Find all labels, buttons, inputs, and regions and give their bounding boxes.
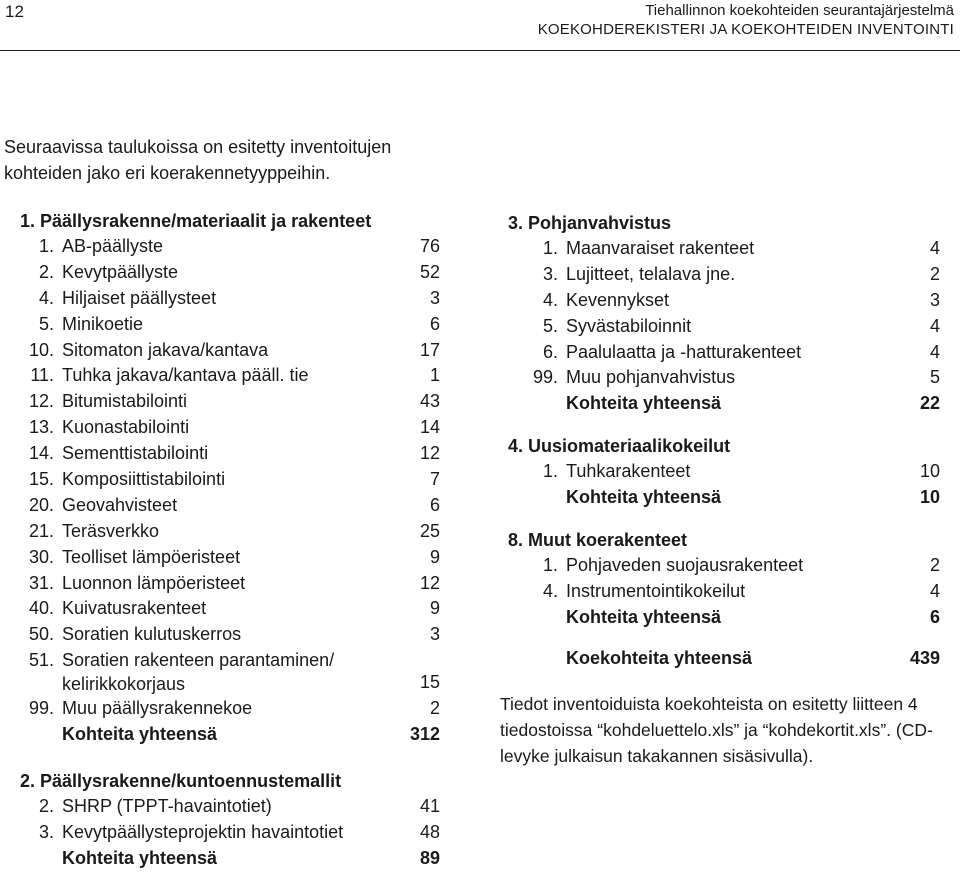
row-count: 2 [929, 263, 940, 284]
row-label: Kevytpäällysteprojektin havaintotiet [62, 821, 344, 842]
table-row [20, 696, 440, 722]
section-1-rows [20, 234, 440, 722]
page-number: 12 [5, 2, 24, 21]
row-label: Kuonastabilointi [62, 417, 190, 438]
row-label: Komposiittistabilointi [62, 469, 226, 490]
row-label: Muu pohjanvahvistus [566, 367, 736, 388]
section-total-row [20, 722, 440, 748]
row-label: Paalulaatta ja -hatturakenteet [566, 341, 802, 362]
table-row [20, 338, 440, 364]
row-label: Syvästabiloinnit [566, 315, 692, 336]
row-code: 20. [28, 494, 54, 515]
row-code: 11. [30, 365, 54, 386]
row-code: 31. [28, 572, 54, 593]
table-row [20, 648, 440, 696]
row-label: Muu päällysrakennekoe [62, 698, 253, 719]
total-label: Kohteita yhteensä [566, 606, 722, 627]
table-row [508, 553, 948, 579]
row-label: Sementtistabilointi [62, 443, 209, 464]
intro-paragraph: Seuraavissa taulukoissa on esitetty inventoitujen kohteiden jako eri koerakennetyyppeihin. [4, 137, 392, 183]
row-code: 40. [28, 598, 54, 619]
table-row [20, 545, 440, 571]
row-code: 1. [542, 461, 558, 482]
row-code: 10. [28, 339, 54, 360]
total-count: 22 [919, 393, 940, 414]
section-title: 8. Muut koerakenteet [508, 530, 688, 551]
grand-total-count: 439 [909, 647, 940, 668]
row-count: 48 [419, 821, 440, 842]
row-label: Instrumentointikokeilut [566, 580, 746, 601]
row-label: Kevennykset [566, 289, 670, 310]
row-code: 99. [532, 367, 558, 388]
table-row [20, 260, 440, 286]
row-label: Maanvaraiset rakenteet [566, 238, 755, 258]
row-code: 6. [542, 341, 558, 362]
table-row [20, 467, 440, 493]
total-label: Kohteita yhteensä [62, 724, 218, 745]
row-count: 43 [419, 391, 440, 412]
row-label: Pohjaveden suojausrakenteet [566, 555, 804, 576]
row-count: 12 [419, 572, 440, 593]
section-4-rows [508, 459, 948, 485]
table-row [508, 365, 948, 391]
row-count: 76 [419, 236, 440, 256]
row-count: 3 [929, 289, 940, 310]
table-row [508, 340, 948, 366]
row-code: 13. [28, 417, 54, 438]
section-total-row [508, 485, 948, 511]
section-title: 3. Pohjanvahvistus [508, 213, 672, 233]
section-total-row [508, 391, 948, 417]
row-code: 51. [28, 650, 54, 671]
row-count: 52 [419, 261, 440, 282]
section-8-rows [508, 553, 948, 605]
table-row [508, 314, 948, 340]
table-row [20, 794, 440, 820]
row-count: 25 [419, 520, 440, 541]
row-code: 1. [542, 555, 558, 576]
total-count: 312 [409, 724, 440, 745]
row-code: 14. [28, 443, 54, 464]
table-row [20, 389, 440, 415]
row-count: 4 [929, 315, 940, 336]
row-label: SHRP (TPPT-havaintotiet) [62, 796, 272, 817]
row-code: 4. [38, 287, 54, 308]
table-row [20, 312, 440, 338]
row-label: Soratien rakenteen parantaminen/ kelirikkokorjaus [62, 650, 335, 695]
row-count: 3 [429, 287, 440, 308]
row-label: Bitumistabilointi [62, 391, 188, 412]
row-count: 6 [429, 494, 440, 515]
row-count: 17 [419, 339, 440, 360]
row-code: 50. [28, 624, 54, 645]
total-label: Kohteita yhteensä [566, 487, 722, 508]
row-label: Minikoetie [62, 313, 144, 334]
row-count: 6 [429, 313, 440, 334]
table-row [20, 820, 440, 846]
total-label: Kohteita yhteensä [62, 847, 218, 868]
table-row [508, 236, 948, 262]
row-code: 2. [38, 796, 54, 817]
total-count: 89 [419, 847, 440, 868]
row-count: 12 [419, 443, 440, 464]
row-label: Kuivatusrakenteet [62, 598, 207, 619]
row-count: 2 [929, 555, 940, 576]
table-row [508, 288, 948, 314]
row-code: 4. [542, 580, 558, 601]
row-code: 5. [542, 315, 558, 336]
table-row [508, 459, 948, 485]
row-label: Geovahvisteet [62, 494, 178, 515]
section-title: 4. Uusiomateriaalikokeilut [508, 436, 731, 457]
row-code: 99. [28, 698, 54, 719]
table-row [20, 415, 440, 441]
section-total-row [508, 605, 948, 631]
row-code: 2. [38, 261, 54, 282]
table-row [20, 571, 440, 597]
row-code: 1. [38, 236, 54, 256]
running-header [538, 1, 954, 39]
grand-total-label: Koekohteita yhteensä [566, 647, 753, 668]
table-row [508, 262, 948, 288]
row-count: 4 [929, 341, 940, 362]
row-count: 2 [429, 698, 440, 719]
row-code: 4. [542, 289, 558, 310]
row-label: Kevytpäällyste [62, 261, 179, 282]
section-2-rows [20, 794, 440, 846]
table-row [20, 441, 440, 467]
section-title: 1. Päällysrakenne/materiaalit ja rakenteet [20, 211, 372, 231]
table-row [20, 519, 440, 545]
left-column [20, 208, 440, 872]
total-count: 6 [929, 606, 940, 627]
row-code: 1. [542, 238, 558, 258]
row-code: 30. [28, 546, 54, 567]
row-count: 4 [929, 238, 940, 258]
row-code: 5. [38, 313, 54, 334]
row-label: Hiljaiset päällysteet [62, 287, 217, 308]
table-row [20, 286, 440, 312]
row-count: 7 [429, 469, 440, 490]
row-label: Lujitteet, telalava jne. [566, 263, 736, 284]
row-label: Luonnon lämpöeristeet [62, 572, 246, 593]
row-count: 10 [919, 461, 940, 482]
row-label: Tuhkarakenteet [566, 461, 691, 482]
table-row [20, 493, 440, 519]
note-paragraph: Tiedot inventoiduista koekohteista on esitetty liitteen 4 tiedostoissa “kohdeluettelo.xls” ja “kohdekortit.xls”. (CD-levyke julkaisun takakannen sisäsivulla). [500, 693, 933, 766]
table-row [20, 234, 440, 260]
row-label: AB-päällyste [62, 236, 164, 256]
row-count: 9 [429, 598, 440, 619]
row-code: 3. [542, 263, 558, 284]
row-code: 12. [28, 391, 54, 412]
header-divider [0, 50, 960, 51]
row-code: 15. [28, 469, 54, 490]
section-title: 2. Päällysrakenne/kuntoennustemallit [20, 771, 342, 792]
row-label: Tuhka jakava/kantava pääll. tie [62, 365, 309, 386]
total-count: 10 [919, 487, 940, 508]
row-label: Teolliset lämpöeristeet [62, 546, 241, 567]
table-row [20, 596, 440, 622]
row-count: 5 [929, 367, 940, 388]
row-label: Teräsverkko [62, 520, 160, 541]
right-column [500, 210, 948, 769]
row-count: 3 [429, 624, 440, 645]
table-row [508, 579, 948, 605]
table-row [20, 363, 440, 389]
running-title-line1: Tiehallinnon koekohteiden seurantajärjestelmä [645, 2, 954, 19]
running-title-line2: KOEKOHDEREKISTERI JA KOEKOHTEIDEN INVENTOINTI [537, 21, 954, 38]
table-row [20, 622, 440, 648]
total-label: Kohteita yhteensä [566, 393, 722, 414]
row-label: Sitomaton jakava/kantava [62, 339, 269, 360]
section-3-rows [508, 236, 948, 391]
row-count: 4 [929, 580, 940, 601]
row-count: 41 [419, 796, 440, 817]
row-count: 9 [429, 546, 440, 567]
row-code: 21. [28, 520, 54, 541]
row-code: 3. [38, 821, 54, 842]
row-label: Soratien kulutuskerros [62, 624, 242, 645]
row-count: 14 [419, 417, 440, 438]
grand-total-row [508, 645, 948, 671]
row-count: 1 [429, 365, 440, 386]
row-count: 15 [419, 672, 440, 693]
